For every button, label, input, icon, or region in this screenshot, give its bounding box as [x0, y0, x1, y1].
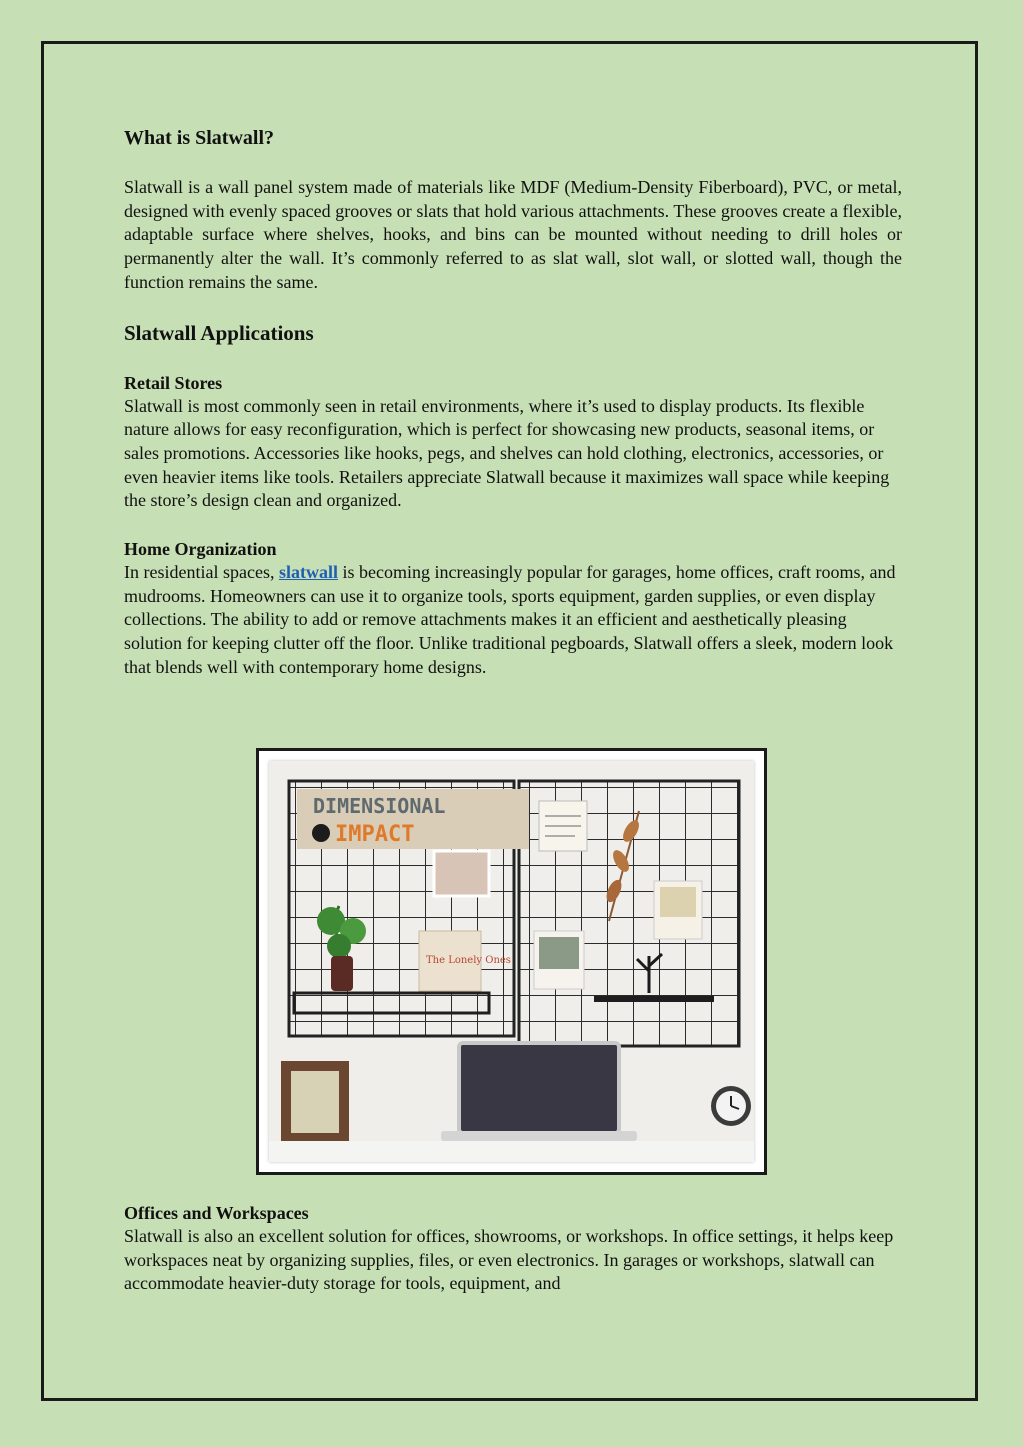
heading-what-is-slatwall: What is Slatwall? — [124, 127, 275, 149]
logo-bottom-text: IMPACT — [335, 822, 415, 847]
desk-surface — [269, 1141, 754, 1162]
logo-top-text: DIMENSIONAL — [313, 794, 446, 818]
product-image-frame — [256, 748, 767, 1175]
home-text-before-link: In residential spaces, — [124, 562, 279, 583]
main-content — [124, 124, 902, 680]
paragraph-offices-workspaces: Slatwall is also an excellent solution for offices, showrooms, or workshops. In office settings, it helps keep workspaces neat by organizing supplies, files, or even electronics. In garages or workshops, slatwall can accommodate heavier-duty storage for tools, equipment, and — [124, 1226, 894, 1294]
home-text-after-link: is becoming increasingly popular for garages, home offices, craft rooms, and mudrooms. Homeowners can use it to organize tools, sports equipment, garden supplies, or even display collections. The ability to add or remove attachments makes it an efficient and aesthetically pleasing solution for keeping clutter off the floor. Unlike traditional pegboards, Slatwall offers a sleek, modern look that blends well with contemporary home designs. — [124, 562, 896, 677]
laptop-screen — [459, 1043, 619, 1133]
heading-slatwall-applications: Slatwall Applications — [124, 320, 314, 345]
grid-wall-illustration — [269, 761, 754, 1162]
laptop-base — [441, 1131, 637, 1141]
slatwall-link[interactable]: slatwall — [278, 562, 338, 583]
offices-section — [124, 1201, 902, 1296]
shelf-right — [594, 996, 714, 1002]
paragraph-retail-stores: Slatwall is most commonly seen in retail environments, where it’s used to display products. Its flexible nature allows for easy reconfiguration, which is perfect for showcasing new products, seasonal items, or sales promotions. Accessories like hooks, pegs, and shelves can hold clothing, electronics, accessories, or even heavier items like tools. Retailers appreciate Slatwall because it maximizes wall space while keeping the store’s design clean and organized. — [124, 395, 890, 511]
plant-pot — [331, 956, 353, 991]
paragraph-home-organization — [124, 561, 902, 680]
heading-offices-workspaces: Offices and Workspaces — [124, 1203, 309, 1223]
paragraph-what-is-slatwall: Slatwall is a wall panel system made of materials like MDF (Medium-Density Fiberboard), PVC, or metal, designed with evenly spaced grooves or slats that hold various attachments. These grooves create a flexible, adaptable surface where shelves, hooks, and bins can be mounted without needing to drill holes or permanently alter the wall. It’s commonly referred to as slat wall, slot wall, or slotted wall, though the function remains the same. — [124, 177, 902, 292]
logo-emblem-icon — [312, 824, 330, 842]
heading-home-organization: Home Organization — [124, 539, 277, 560]
product-image — [269, 761, 754, 1162]
clipped-photo — [434, 851, 489, 896]
heading-retail-stores: Retail Stores — [124, 372, 223, 393]
book-title: The Lonely Ones — [426, 955, 511, 966]
